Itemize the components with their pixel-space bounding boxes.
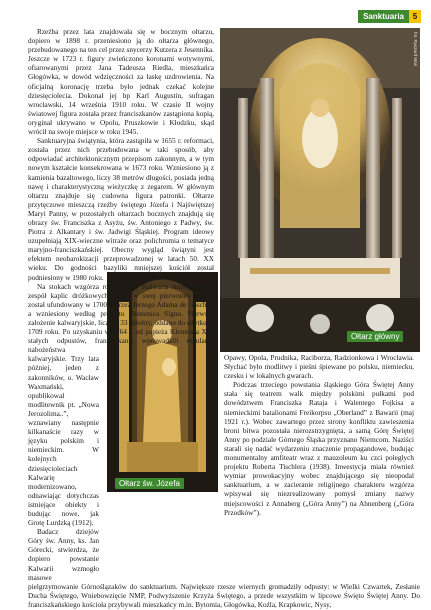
paragraph-languages: Opawy, Opola, Prudnika, Raciborza, Radzionkowa i Wrocławia. Słychać było modlitwy i pieśni śpiewane po polsku, niemiecku, czesku i w lokalnych gwarach. bbox=[224, 354, 414, 381]
page-header bbox=[358, 10, 421, 23]
column-right bbox=[224, 354, 414, 592]
paragraph-pilgrimages: Badacz dziejów Góry św. Anny, ks. Jan Górecki, stwierdza, że dopiero powstanie Kalwarii wzmogło masowe pielgrzymowanie Górnoślązaków do sanktuarium. Największe rzesze wiernych gromadziły odpusty: w Wielki Czwartek, Zesłanie Ducha Świętego, Wniebowzięcie NMP, Podwyższenie Krzyża Świętego, a przede wszystkim w lipcowe Święto Świętej Anny. Do franciszkańskiego kościoła przybywali mieszkańcy m.in. Bytomia, Głogówka, Koźla, Krapkowic, Nysy, bbox=[28, 528, 420, 609]
paragraph-figure-history: Rzeźba przez lata znajdowała się w bocznym ołtarzu, dopiero w 1898 r. przeniesiono ją do ołtarza głównego, przebudowanego na ten cel przez snycerzy Kutzera z Jesennika. Jeszcze w 1723 r. figury zwieńczono koronami wotywnymi, ofiarowanymi przez Jana Tadeusza Riedla, mieszkańca Głogówka, w dowód wdzięczności za łaskę uzdrowienia. Na oficjalną koronację trzeba było jednak czekać kolejne dziesięciolecia. Dokonał jej bp Karl Augustin, sufragan wrocławski, 14 września 1910 roku. W czasie II wojny światowej figura została przez franciszkanów zastąpiona kopią, oryginał ukrywano w Opolu, Pruszkowie i Kłodzku, skąd wrócił na swoje miejsce w roku 1945. bbox=[28, 28, 214, 137]
paragraph-calvary: Na stokach wzgórza rozciąga się Kalwaria Annogórska – zespół kaplic dróżkowych, który w swej pierwotnej formie został ufundowany w 1700 r. przez Jerzego Adama de Gaschin, a wzniesiony według projektu Domenica Signo. Pierwsze założenie kalwaryjskie, liczące 33 obiekty, oddano do użytku w 1709 roku. Po uzyskaniu w 1764 r. od papieża Klemensa XIII stałych odpustów, franciszkanie wprowadzili regularne nabożeństwa kalwaryjskie. Trzy lata później, jeden z zakonników, o. Wacław Waxmański, opublikował modlitewnik pt. „Nowa Jerozolima..”, wznawiany następnie kilkanaście razy w języku polskim i niemieckim. W kolejnych dziesięcioleciach Kalwarię modernizowano, odnawiając dotychczas istniejące obiekty i budując nowe, jak Grotę Lurdzką (1912). bbox=[28, 282, 214, 528]
joseph-altar-caption: Ołtarz św. Józefa bbox=[115, 478, 184, 489]
float-spacer-joseph-photo bbox=[103, 352, 218, 574]
float-spacer-main-photo bbox=[220, 28, 420, 352]
photo-credit: fot. Ryszard Woś bbox=[413, 32, 418, 67]
page-number: 5 bbox=[409, 10, 421, 23]
main-altar-caption: Ołtarz główny bbox=[347, 331, 403, 342]
paragraph-basilica: Sanktuaryjna świątynia, która zastąpiła w 1655 r. reformaci, została przez nich przebudowana w taki sposób, aby odpowiadać architektonicznym przepisom zakonnym, a w tym nowym kształcie konsekrowana w 1673 roku. Wzniesiono ją z kamienia bazaltowego, liczy 38 metrów długości, posiada jedną nawę i charakterystyczną wieżyczkę z zegarem. W głównym ołtarzu znajduje się cudowna figura patronki. Ołtarze przytęczowe mieszczą rzeźby świętego Józefa i Najświętszej Maryi Panny, w pozostałych ołtarzach bocznych znajdują się obrazy św. Franciszka z Asyżu, św. Antoniego z Padwy, św. Piotra z Alkantary i św. Jadwigi Śląskiej. Program ideowy uzupełniają XIX-wieczne witraże oraz polichromia o tematyce maryjno-franciszkańskiej. Obecny wygląd świątyni jest efektem neobarokizacji przeprowadzonej w latach 50. XX wieku. Do godności bazyliki mniejszej kościół został podniesiony w 1980 roku. bbox=[28, 137, 214, 282]
paragraph-uprising: Podczas trzeciego powstania śląskiego Góra Świętej Anny stała się teatrem walk między polskimi pułkami pod dowództwem Franciszka Rataja i Walentego Fojkisa a niemieckimi batalionami Freikorpsu „Oberland” z Bawarii (maj 1921 r.). Wobec zawartego przez strony konfliktu zawieszenia broni bitwa pozostała nierozstrzygnięta, a samą Górę Świętej Anny po podziale Górnego Śląska przyznano Niemcom. Naziści starali się nadać wydarzeniu znaczenie propagandowe, budując monumentalny amfiteatr wraz z mauzoleum ku czci poległych projektu Roberta Tischlera (1938). Inwestycja miała również wymiar prowokacyjny wobec znajdującego się nieopodal sanktuarium, a w zacieranie religijnego charakteru wzgórza wpisywał się niezrealizowany pomysł zmiany nazwy miejscowości z Annaberg („Góra Anny”) na Ahnenberg („Góra Przodków”). bbox=[224, 381, 414, 517]
section-title: Sanktuaria bbox=[358, 10, 409, 23]
